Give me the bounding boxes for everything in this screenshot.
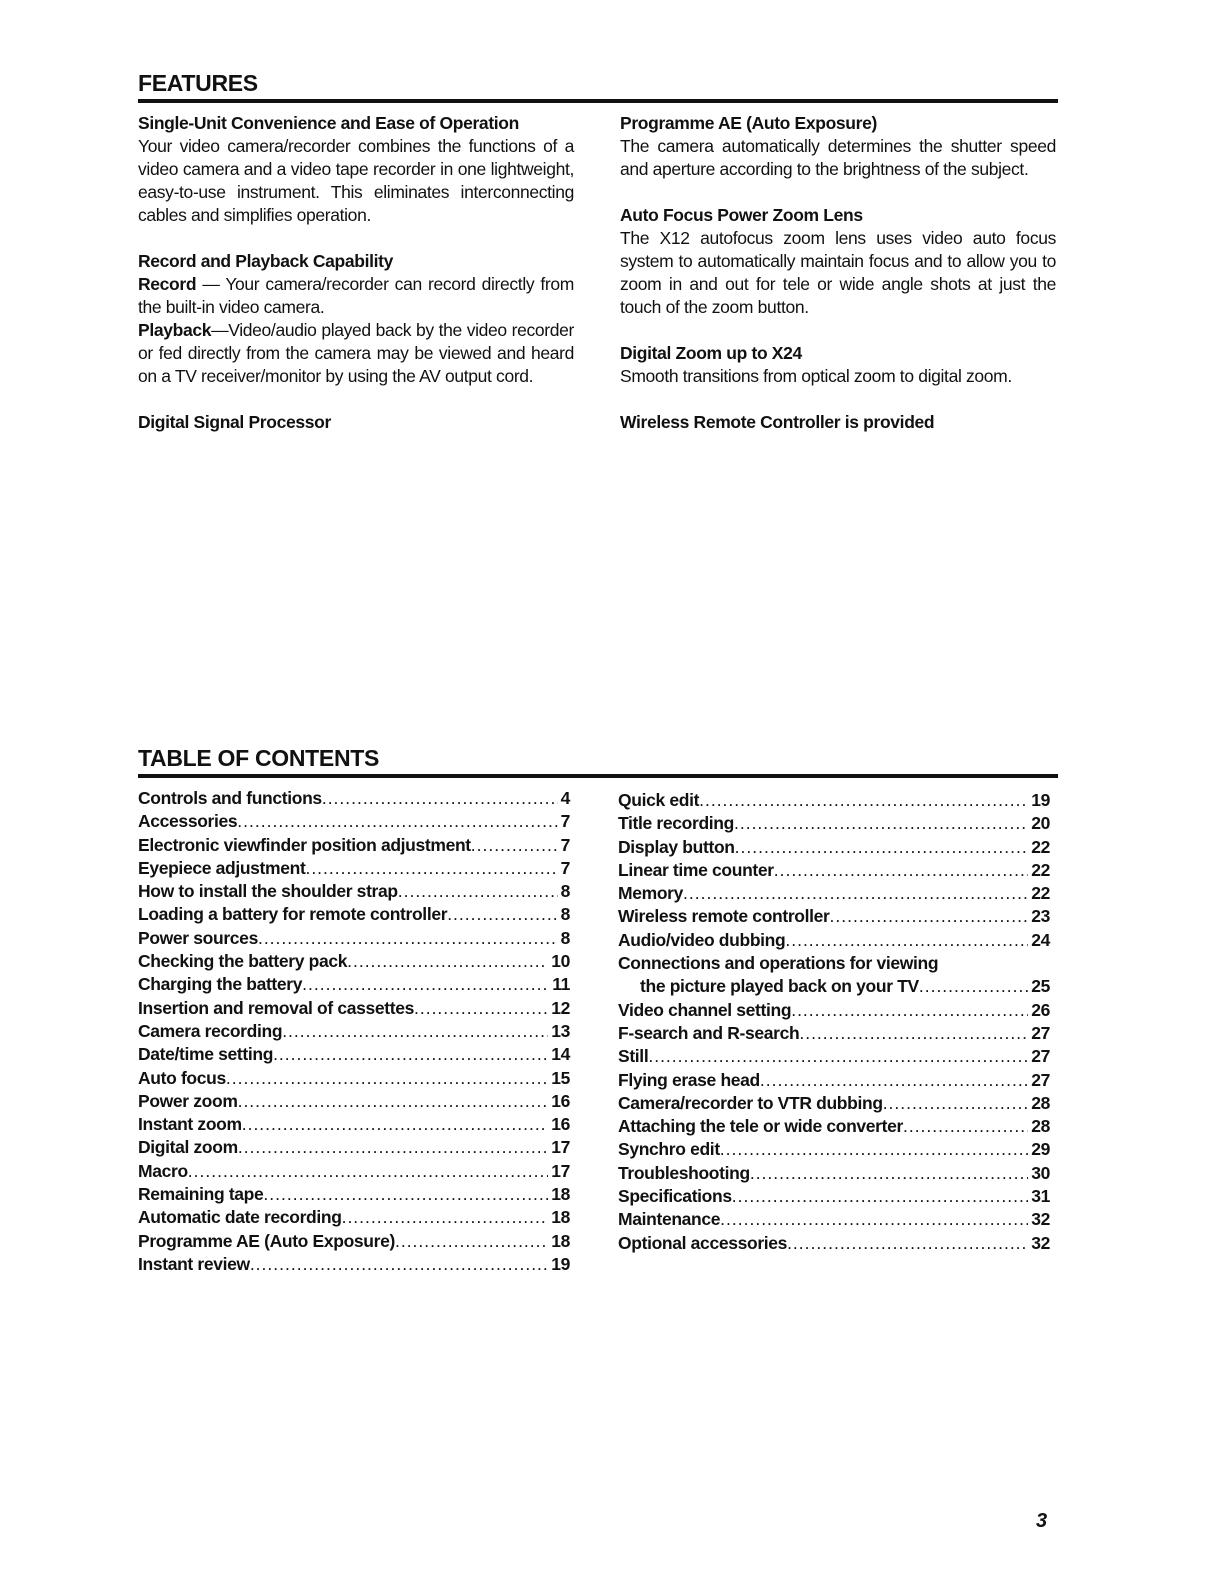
dot-leader: [263, 1183, 548, 1206]
toc-entry-page: 8: [560, 881, 570, 902]
dot-leader: [414, 997, 548, 1020]
toc-entry: [138, 1206, 570, 1229]
page-number: 3: [1036, 1510, 1048, 1532]
toc-entry-title: Instant zoom: [138, 1114, 242, 1135]
feature-dsp: [138, 411, 574, 434]
record-text: — Your camera/recorder can record directly from the built-in video camera.: [138, 274, 574, 317]
toc-entry-page: 12: [551, 997, 570, 1018]
toc-entry-title: Video channel setting: [618, 999, 792, 1020]
toc-entry: [138, 1090, 570, 1113]
toc-entry: [138, 857, 570, 880]
dot-leader: [799, 1022, 1028, 1045]
toc-entry-page: 10: [551, 951, 570, 972]
feature-heading: Wireless Remote Controller is provided: [620, 412, 935, 432]
dot-leader: [750, 1162, 1028, 1185]
toc-entry: [618, 1022, 1050, 1045]
dot-leader: [398, 880, 558, 903]
feature-heading: Digital Zoom up to X24: [620, 343, 802, 363]
toc-entry: [138, 1020, 570, 1043]
dot-leader: [699, 789, 1028, 812]
features-rule: [138, 99, 1058, 103]
record-label: Record: [138, 274, 197, 294]
toc-entry-title: How to install the shoulder strap: [138, 881, 398, 902]
toc-entry: [138, 880, 570, 903]
toc-entry-title: Maintenance: [618, 1209, 721, 1230]
toc-entry-title: Insertion and removal of cassettes: [138, 997, 414, 1018]
toc-entry: [138, 950, 570, 973]
toc-entry: [138, 810, 570, 833]
toc-entry-title: Memory: [618, 883, 684, 904]
toc-entry-page: 32: [1031, 1232, 1050, 1253]
toc-entry-title: Controls and functions: [138, 788, 322, 808]
feature-heading: Digital Signal Processor: [138, 412, 331, 432]
toc-entry: [618, 905, 1050, 928]
toc-entry-page: 15: [551, 1067, 570, 1088]
toc-entry-continued: [618, 975, 1050, 998]
toc-entry: [138, 903, 570, 926]
dot-leader: [395, 1230, 548, 1253]
toc-entry-page: 8: [560, 927, 570, 948]
toc-entry: [618, 1138, 1050, 1161]
dot-leader: [732, 1185, 1028, 1208]
dot-leader: [760, 1069, 1028, 1092]
toc-entry-title: Automatic date recording: [138, 1207, 342, 1228]
toc-entry-title: Linear time counter: [618, 859, 774, 880]
toc-entry: [618, 812, 1050, 835]
toc-entry-title: Electronic viewfinder position adjustment: [138, 834, 471, 855]
toc-entry-title: Digital zoom: [138, 1137, 238, 1158]
toc-entry: [138, 1230, 570, 1253]
toc-entry-title: Charging the battery: [138, 974, 303, 995]
dot-leader: [785, 929, 1028, 952]
dot-leader: [830, 905, 1029, 928]
toc-entry-title: F-search and R-search: [618, 1022, 800, 1043]
feature-heading: Single-Unit Convenience and Ease of Operation: [138, 113, 519, 133]
dot-leader: [683, 882, 1028, 905]
toc-entry: [618, 789, 1050, 812]
toc-entry-page: 28: [1031, 1092, 1050, 1113]
dot-leader: [648, 1045, 1028, 1068]
toc-entry-page: 17: [551, 1137, 570, 1158]
toc-entry-page: 16: [551, 1114, 570, 1135]
toc-entry-page: 22: [1031, 883, 1050, 904]
toc-entry-title: Connections and operations for viewing: [618, 953, 939, 974]
dot-leader: [735, 836, 1029, 859]
toc-entry-title: Attaching the tele or wide converter: [618, 1116, 903, 1137]
dot-leader: [720, 1138, 1028, 1161]
dot-leader: [919, 975, 1028, 998]
toc-entry: [618, 859, 1050, 882]
toc-entry-page: 11: [552, 974, 570, 995]
toc-entry: [138, 927, 570, 950]
toc-entry: [138, 1113, 570, 1136]
dot-leader: [273, 1043, 548, 1066]
toc-entry-page: 7: [560, 834, 570, 855]
toc-entry-page: 4: [560, 788, 570, 808]
toc-entry: [618, 1185, 1050, 1208]
toc-entry-page: 30: [1031, 1162, 1050, 1183]
toc-entry-title: Flying erase head: [618, 1069, 760, 1090]
toc-entry-title: Troubleshooting: [618, 1162, 750, 1183]
playback-text: —Video/audio played back by the video recorder or fed directly from the camera may be viewed and heard on a TV receiver/monitor by using the AV output cord.: [138, 320, 574, 386]
toc-entry-page: 18: [551, 1230, 570, 1251]
toc-entry-page: 20: [1031, 813, 1050, 834]
dot-leader: [720, 1208, 1028, 1231]
toc-entry-title: Loading a battery for remote controller: [138, 904, 448, 925]
dot-leader: [250, 1253, 548, 1276]
toc-entry-page: 28: [1031, 1116, 1050, 1137]
playback-label: Playback: [138, 320, 212, 340]
feature-digital-zoom: [620, 342, 1056, 388]
toc-entry-title: Quick edit: [618, 790, 700, 810]
toc-entry-page: 26: [1031, 999, 1050, 1020]
toc-entry-title: Eyepiece adjustment: [138, 857, 306, 878]
dot-leader: [238, 1136, 548, 1159]
dot-leader: [305, 857, 557, 880]
toc-entry: [138, 1253, 570, 1276]
toc-entry-page: 23: [1031, 906, 1050, 927]
features-title: FEATURES: [138, 70, 258, 96]
dot-leader: [774, 859, 1028, 882]
feature-programme-ae: [620, 112, 1056, 181]
toc-entry-title: Title recording: [618, 813, 734, 834]
dot-leader: [242, 1113, 549, 1136]
dot-leader: [188, 1160, 548, 1183]
feature-text: The camera automatically determines the shutter speed and aperture according to the brightness of the subject.: [620, 136, 1056, 179]
toc-entry-page: 27: [1031, 1046, 1050, 1067]
toc-entry: [618, 1092, 1050, 1115]
toc-entry-page: 31: [1031, 1186, 1050, 1207]
dot-leader: [791, 999, 1028, 1022]
toc-entry: [618, 999, 1050, 1022]
toc-entry-page: 7: [560, 857, 570, 878]
toc-entry-title: Display button: [618, 836, 735, 857]
toc-entry-title: the picture played back on your TV: [640, 976, 919, 997]
toc-entry-page: 8: [560, 904, 570, 925]
features-right-column: [620, 112, 1056, 457]
toc-entry: [138, 787, 570, 810]
toc-entry-page: 14: [551, 1044, 570, 1065]
toc-title: TABLE OF CONTENTS: [138, 745, 380, 771]
toc-entry-title: Programme AE (Auto Exposure): [138, 1230, 395, 1251]
dot-leader: [471, 834, 558, 857]
toc-right-column: [618, 789, 1050, 1255]
feature-text: Smooth transitions from optical zoom to digital zoom.: [620, 366, 1012, 386]
toc-entry-title: Power zoom: [138, 1090, 238, 1111]
toc-entry-title: Still: [618, 1046, 649, 1067]
dot-leader: [447, 903, 557, 926]
toc-entry-page: 17: [551, 1160, 570, 1181]
toc-entry-page: 7: [560, 811, 570, 832]
toc-entry: [618, 1069, 1050, 1092]
dot-leader: [342, 1206, 549, 1229]
toc-rule: [138, 774, 1058, 778]
toc-entry-title: Synchro edit: [618, 1139, 720, 1160]
toc-entry: [138, 1183, 570, 1206]
toc-entry: [618, 882, 1050, 905]
dot-leader: [237, 810, 557, 833]
toc-entry-page: 22: [1031, 859, 1050, 880]
features-left-column: [138, 112, 574, 457]
feature-autofocus: [620, 204, 1056, 319]
toc-entry: [138, 997, 570, 1020]
toc-entry: [138, 834, 570, 857]
toc-entry: [618, 952, 1050, 975]
toc-entry-page: 19: [1031, 790, 1050, 810]
toc-entry: [618, 1045, 1050, 1068]
dot-leader: [347, 950, 548, 973]
toc-entry-page: 18: [551, 1184, 570, 1205]
toc-entry: [618, 929, 1050, 952]
toc-left-column: [138, 787, 570, 1276]
toc-entry: [618, 1232, 1050, 1255]
toc-entry: [138, 1067, 570, 1090]
toc-entry: [618, 1162, 1050, 1185]
toc-entry-page: 27: [1031, 1022, 1050, 1043]
feature-heading: Auto Focus Power Zoom Lens: [620, 205, 863, 225]
toc-entry-page: 32: [1031, 1209, 1050, 1230]
feature-remote: [620, 411, 1056, 434]
toc-entry-title: Audio/video dubbing: [618, 929, 786, 950]
toc-entry-page: 25: [1031, 976, 1050, 997]
toc-entry-title: Auto focus: [138, 1067, 226, 1088]
toc-entry-page: 24: [1031, 929, 1050, 950]
toc-entry-title: Date/time setting: [138, 1044, 274, 1065]
dot-leader: [787, 1232, 1028, 1255]
toc-entry-page: 22: [1031, 836, 1050, 857]
dot-leader: [226, 1067, 548, 1090]
toc-entry-title: Specifications: [618, 1186, 732, 1207]
dot-leader: [282, 1020, 548, 1043]
toc-entry-title: Macro: [138, 1160, 188, 1181]
toc-entry-title: Camera recording: [138, 1020, 283, 1041]
toc-entry-page: 16: [551, 1090, 570, 1111]
dot-leader: [903, 1115, 1028, 1138]
toc-entry: [138, 1043, 570, 1066]
feature-text: Your video camera/recorder combines the functions of a video camera and a video tape recorder in one lightweight, easy-to-use instrument. This eliminates interconnecting cables and simplifies operation.: [138, 136, 574, 225]
toc-entry-page: 18: [551, 1207, 570, 1228]
toc-entry-title: Power sources: [138, 927, 258, 948]
toc-entry: [618, 1115, 1050, 1138]
toc-entry: [138, 1136, 570, 1159]
toc-entry-title: Remaining tape: [138, 1184, 264, 1205]
toc-entry-title: Instant review: [138, 1253, 250, 1274]
toc-entry: [618, 1208, 1050, 1231]
feature-record-playback: [138, 250, 574, 388]
toc-entry: [138, 1160, 570, 1183]
feature-text: The X12 autofocus zoom lens uses video auto focus system to automatically maintain focus and to allow you to zoom in and out for tele or wide angle shots at just the touch of the zoom button.: [620, 228, 1056, 317]
toc-entry-title: Optional accessories: [618, 1232, 788, 1253]
toc-entry-page: 19: [551, 1253, 570, 1274]
dot-leader: [322, 787, 558, 810]
toc-entry-title: Checking the battery pack: [138, 951, 348, 972]
dot-leader: [258, 927, 558, 950]
dot-leader: [883, 1092, 1029, 1115]
toc-entry-title: Camera/recorder to VTR dubbing: [618, 1092, 883, 1113]
toc-entry-page: 27: [1031, 1069, 1050, 1090]
toc-entry: [138, 973, 570, 996]
feature-heading: Programme AE (Auto Exposure): [620, 113, 877, 133]
toc-entry-title: Accessories: [138, 811, 238, 832]
toc-entry-title: Wireless remote controller: [618, 906, 830, 927]
toc-entry: [618, 836, 1050, 859]
dot-leader: [302, 973, 549, 996]
feature-single-unit: [138, 112, 574, 227]
dot-leader: [238, 1090, 549, 1113]
toc-entry-page: 13: [551, 1020, 570, 1041]
feature-heading: Record and Playback Capability: [138, 251, 394, 271]
toc-entry-page: 29: [1031, 1139, 1050, 1160]
dot-leader: [734, 812, 1028, 835]
